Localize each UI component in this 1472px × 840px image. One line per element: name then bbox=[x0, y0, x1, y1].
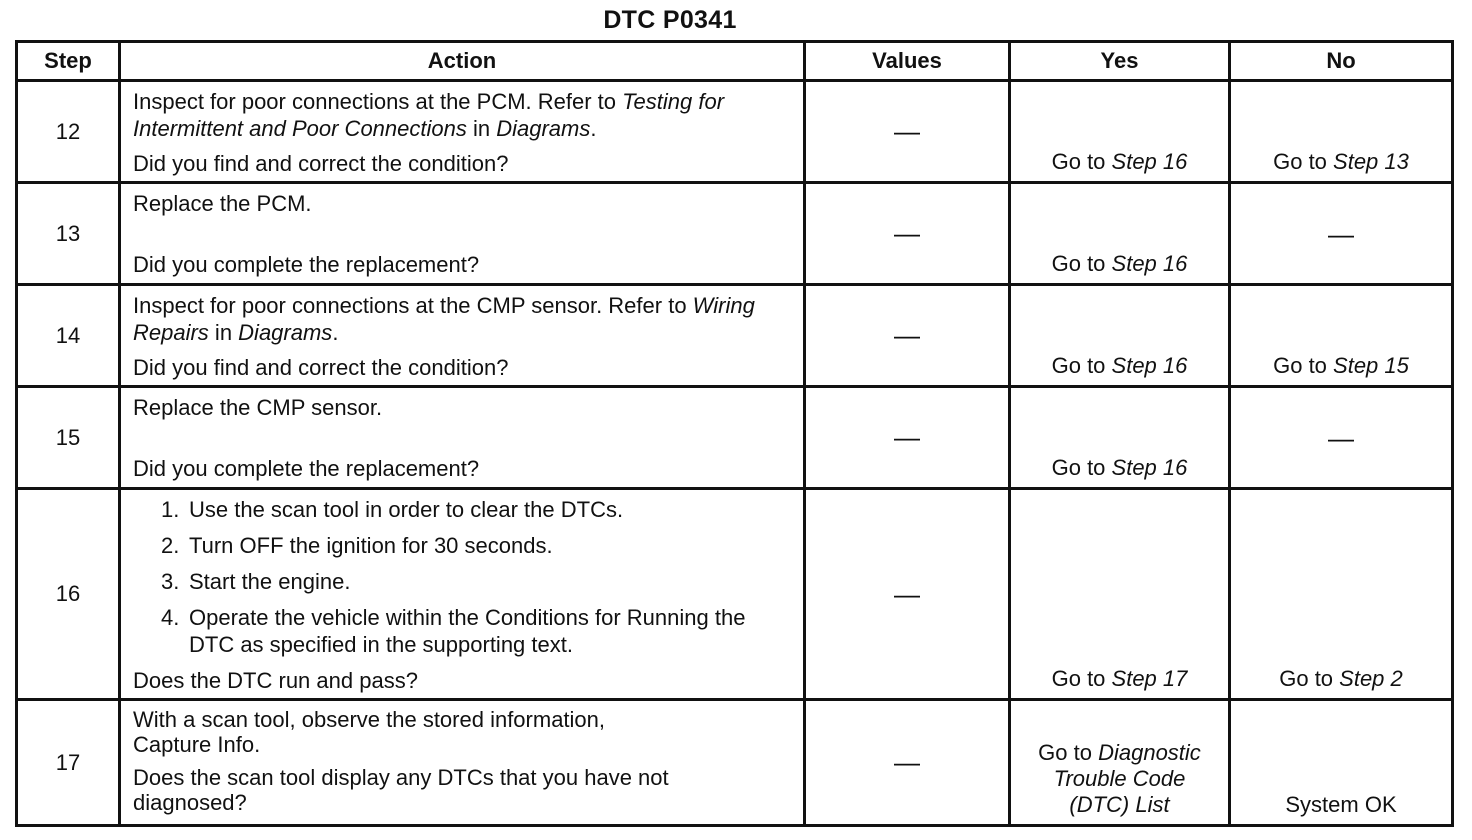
values-cell: — bbox=[805, 387, 1010, 489]
list-item: 3. Start the engine. bbox=[161, 569, 351, 594]
no-cell: — bbox=[1230, 183, 1453, 285]
action-text: Inspect for poor connections at the CMP sensor. Refer to Wiring Repairs in Diagrams. bbox=[133, 293, 755, 345]
values-cell: — bbox=[805, 489, 1010, 700]
table-row bbox=[17, 387, 1453, 489]
action-question: Did you complete the replacement? bbox=[133, 456, 480, 481]
values-cell: — bbox=[805, 183, 1010, 285]
action-question: Did you find and correct the condition? bbox=[133, 355, 509, 380]
step-number: 12 bbox=[17, 81, 120, 183]
header-yes: Yes bbox=[1010, 42, 1230, 81]
action-cell bbox=[120, 183, 805, 285]
action-text: Inspect for poor connections at the PCM. Refer to Testing for Intermittent and Poor Connections in Diagrams. bbox=[133, 89, 725, 141]
no-cell: Go to Step 13 bbox=[1230, 81, 1453, 183]
yes-cell: Go to Step 17 bbox=[1010, 489, 1230, 700]
step-number: 17 bbox=[17, 700, 120, 826]
header-row bbox=[17, 42, 1453, 81]
action-cell bbox=[120, 387, 805, 489]
no-cell: System OK bbox=[1230, 700, 1453, 826]
no-cell: — bbox=[1230, 387, 1453, 489]
document-title: DTC P0341 bbox=[603, 6, 737, 34]
table-row bbox=[17, 700, 1453, 826]
action-cell bbox=[120, 285, 805, 387]
yes-cell: Go to Step 16 bbox=[1010, 387, 1230, 489]
action-cell bbox=[120, 81, 805, 183]
header-action: Action bbox=[120, 42, 805, 81]
values-cell: — bbox=[805, 700, 1010, 826]
list-item: 4. Operate the vehicle within the Conditions for Running the DTC as specified in the supporting text. bbox=[161, 605, 746, 657]
header-values: Values bbox=[805, 42, 1010, 81]
values-cell: — bbox=[805, 81, 1010, 183]
step-number: 16 bbox=[17, 489, 120, 700]
procedure-list bbox=[133, 496, 793, 658]
step-number: 14 bbox=[17, 285, 120, 387]
values-cell: — bbox=[805, 285, 1010, 387]
yes-cell: Go to Step 16 bbox=[1010, 183, 1230, 285]
action-text: Replace the PCM. bbox=[133, 191, 312, 216]
yes-cell: Go to Step 16 bbox=[1010, 81, 1230, 183]
table-row bbox=[17, 81, 1453, 183]
list-item: 2. Turn OFF the ignition for 30 seconds. bbox=[161, 533, 553, 558]
action-question: Does the scan tool display any DTCs that you have not diagnosed? bbox=[133, 765, 669, 815]
no-cell: Go to Step 2 bbox=[1230, 489, 1453, 700]
yes-cell: Go to Step 16 bbox=[1010, 285, 1230, 387]
action-text: Replace the CMP sensor. bbox=[133, 395, 383, 420]
diagnostic-table bbox=[15, 40, 1454, 827]
step-number: 13 bbox=[17, 183, 120, 285]
table-row bbox=[17, 285, 1453, 387]
action-question: Did you complete the replacement? bbox=[133, 252, 480, 277]
header-step: Step bbox=[17, 42, 120, 81]
action-question: Does the DTC run and pass? bbox=[133, 668, 418, 693]
table-row bbox=[17, 183, 1453, 285]
table-row bbox=[17, 489, 1453, 700]
step-number: 15 bbox=[17, 387, 120, 489]
yes-cell: Go to Diagnostic Trouble Code (DTC) List bbox=[1010, 700, 1230, 826]
list-item: 1. Use the scan tool in order to clear the DTCs. bbox=[161, 497, 624, 522]
action-text: With a scan tool, observe the stored information, Capture Info. bbox=[133, 707, 606, 757]
header-no: No bbox=[1230, 42, 1453, 81]
action-question: Did you find and correct the condition? bbox=[133, 151, 509, 176]
no-cell: Go to Step 15 bbox=[1230, 285, 1453, 387]
action-cell bbox=[120, 700, 805, 826]
action-cell bbox=[120, 489, 805, 700]
